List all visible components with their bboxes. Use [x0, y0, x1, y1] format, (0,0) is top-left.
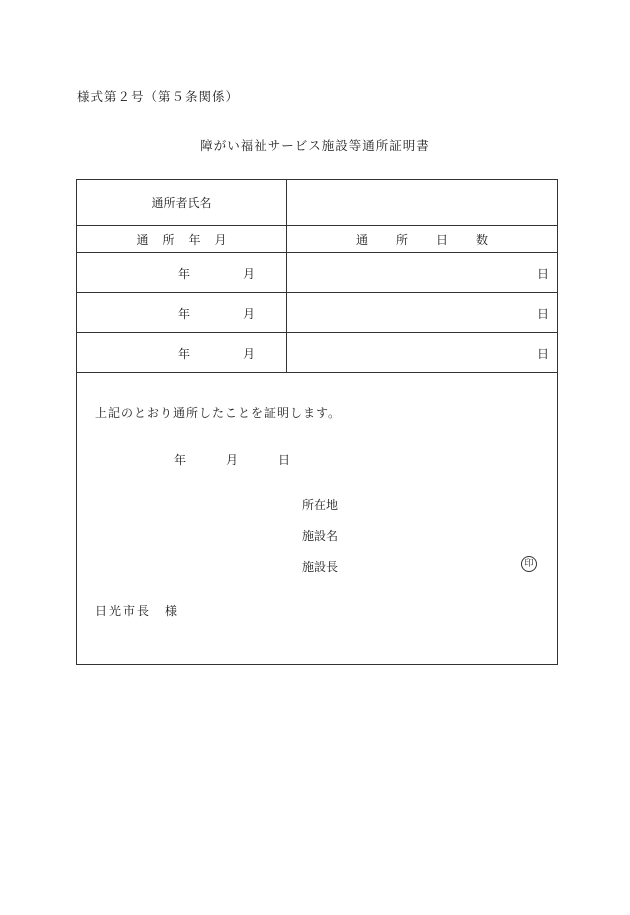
- name-field[interactable]: [287, 180, 558, 226]
- certificate-table: [76, 179, 558, 665]
- day-unit: 日: [536, 307, 549, 321]
- certification-section: [77, 373, 558, 665]
- year-unit: 年: [178, 347, 191, 361]
- day-unit: 日: [536, 267, 549, 281]
- table-row: [77, 293, 558, 333]
- certification-statement: 上記のとおり通所したことを証明します。: [95, 406, 342, 420]
- days-field[interactable]: [287, 253, 558, 293]
- day-unit: 日: [536, 347, 549, 361]
- facility-name-label: 施設名: [302, 529, 339, 543]
- month-field[interactable]: [77, 293, 287, 333]
- cert-date-year: 年: [174, 453, 187, 467]
- certification-row: [77, 373, 558, 665]
- header-row: [77, 226, 558, 253]
- year-unit: 年: [178, 267, 191, 281]
- month-header: 通所年月: [77, 226, 287, 253]
- name-row: [77, 180, 558, 226]
- year-unit: 年: [178, 307, 191, 321]
- month-field[interactable]: [77, 333, 287, 373]
- cert-date-month: 月: [226, 453, 239, 467]
- table-row: [77, 333, 558, 373]
- table-row: [77, 253, 558, 293]
- seal-mark-icon: 印: [521, 556, 537, 572]
- days-field[interactable]: [287, 293, 558, 333]
- cert-date-day: 日: [278, 453, 291, 467]
- address-label: 所在地: [302, 498, 339, 512]
- month-unit: 月: [243, 267, 256, 281]
- month-unit: 月: [243, 347, 256, 361]
- facility-head-label: 施設長: [302, 560, 339, 574]
- addressee: 日光市長 様: [95, 604, 180, 618]
- month-field[interactable]: [77, 253, 287, 293]
- name-label: 通所者氏名: [77, 180, 287, 226]
- month-unit: 月: [243, 307, 256, 321]
- document-title: 障がい福祉サービス施設等通所証明書: [200, 138, 430, 153]
- days-field[interactable]: [287, 333, 558, 373]
- days-header: 通所日数: [287, 226, 558, 253]
- form-number: 様式第２号（第５条関係）: [77, 89, 240, 104]
